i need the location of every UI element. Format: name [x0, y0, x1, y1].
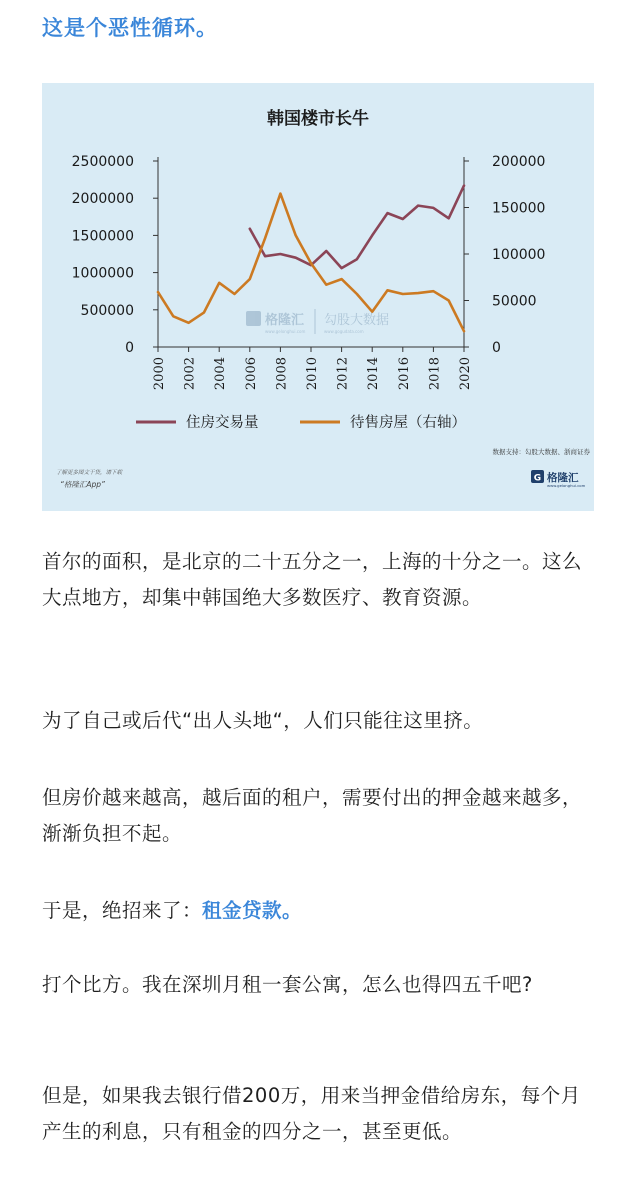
left-axis-tick-label: 1500000 — [71, 228, 134, 245]
x-axis-tick-label: 2008 — [274, 357, 290, 391]
x-axis-tick-label: 2010 — [305, 357, 320, 391]
paragraph-6: 但是，如果我去银行借200万，用来当押金借给房东，每个月产生的利息，只有租金的四分之一，甚至更低。 — [42, 1084, 581, 1143]
series-line-unsold-housing — [158, 194, 464, 332]
legend-label: 住房交易量 — [186, 415, 259, 431]
x-axis-tick-label: 2002 — [182, 357, 198, 391]
paragraph-4-prefix: 于是，绝招来了： — [42, 899, 203, 922]
watermark — [246, 309, 389, 334]
chart-legend — [136, 413, 466, 431]
legend-label: 待售房屋（右轴） — [350, 415, 466, 431]
brand-name: 格隆汇 — [547, 472, 579, 484]
left-axis-tick-label: 0 — [125, 340, 134, 356]
x-axis-tick-label: 2014 — [366, 357, 382, 391]
right-axis-tick-label: 200000 — [492, 154, 546, 170]
watermark-right-text: 勾股大数据 — [324, 313, 390, 328]
download-note-line1: 了解更多图文干货，请下载 — [56, 470, 123, 476]
right-axis-tick-label: 100000 — [492, 247, 546, 263]
x-axis-tick-label: 2020 — [458, 357, 473, 391]
chart-card — [42, 83, 594, 511]
watermark-logo-icon — [246, 311, 261, 326]
watermark-right-sub: www.gogudata.com — [324, 329, 364, 334]
paragraph-5: 打个比方。我在深圳月租一套公寓，怎么也得四五千吧? — [42, 973, 533, 996]
left-axis-tick-label: 2500000 — [71, 154, 134, 170]
paragraph-3: 但房价越来越高，越后面的租户，需要付出的押金越来越多，渐渐负担不起。 — [42, 786, 583, 845]
axes-layer — [72, 154, 546, 390]
paragraph-2: 为了自己或后代“出人头地“，人们只能往这里挤。 — [42, 709, 484, 732]
download-note-line2: “格隆汇App” — [60, 480, 105, 489]
brand-url: www.gelonghui.com — [547, 483, 586, 488]
left-axis-tick-label: 500000 — [80, 302, 134, 319]
chart-title: 韩国楼市长牛 — [267, 109, 369, 129]
x-axis-tick-label: 2016 — [396, 357, 412, 391]
brand-logo-glyph: G — [533, 473, 542, 484]
right-axis-tick-label: 50000 — [492, 293, 537, 310]
source-note: 数据支持：勾股大数据、浙商证券 — [492, 448, 590, 456]
paragraph-1: 首尔的面积，是北京的二十五分之一，上海的十分之一。这么大点地方，却集中韩国绝大多数医疗、教育资源。 — [42, 550, 583, 609]
watermark-left-sub: www.gelonghui.com — [265, 329, 306, 334]
rent-loan-highlight: 租金贷款。 — [202, 899, 303, 922]
x-axis-tick-label: 2006 — [243, 357, 259, 391]
x-axis-tick-label: 2000 — [152, 357, 167, 391]
x-axis-tick-label: 2012 — [335, 357, 351, 391]
brand-logo — [531, 470, 586, 488]
series-layer — [158, 186, 464, 332]
x-axis-tick-label: 2018 — [427, 357, 443, 391]
watermark-left-text: 格隆汇 — [265, 313, 305, 328]
paragraph-4 — [42, 893, 598, 929]
x-axis-tick-label: 2004 — [213, 357, 229, 391]
chart-svg — [42, 83, 594, 511]
left-axis-tick-label: 1000000 — [71, 265, 134, 282]
right-axis-tick-label: 150000 — [492, 200, 546, 217]
left-axis-tick-label: 2000000 — [71, 191, 134, 208]
right-axis-tick-label: 0 — [492, 340, 501, 356]
article-headline: 这是个恶性循环。 — [42, 16, 218, 40]
